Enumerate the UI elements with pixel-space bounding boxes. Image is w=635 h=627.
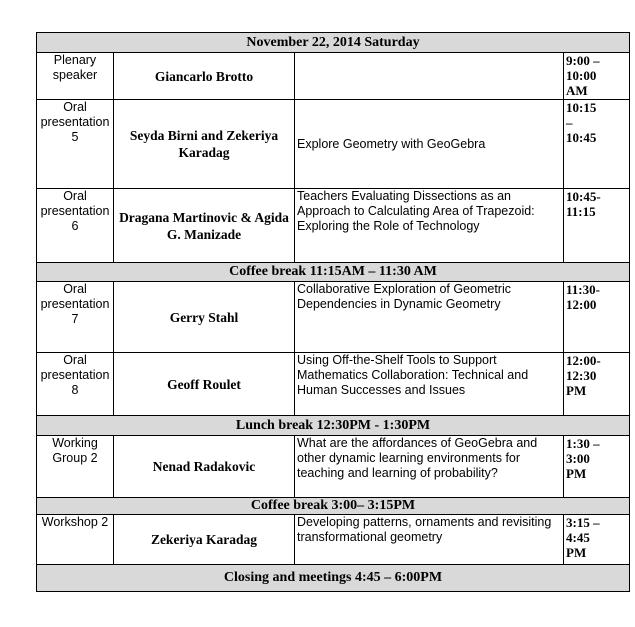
session-title: Using Off-the-Shelf Tools to Support Mathematics Collaboration: Technical and Human Successes and Issues (295, 353, 564, 416)
schedule-row (37, 100, 630, 189)
session-title: Teachers Evaluating Dissections as an Approach to Calculating Area of Trapezoid: Exploring the Role of Technology (295, 189, 564, 263)
speaker-name: Nenad Radakovic (114, 436, 295, 498)
session-type: Workshop 2 (37, 515, 114, 565)
break-row (37, 263, 630, 282)
break-row (37, 416, 630, 436)
coffee-break-label: Coffee break 3:00– 3:15PM (37, 498, 630, 515)
speaker-name: Zekeriya Karadag (114, 515, 295, 565)
date-header: November 22, 2014 Saturday (37, 33, 630, 53)
schedule-row (37, 353, 630, 416)
date-header-row (37, 33, 630, 53)
break-row (37, 498, 630, 515)
session-time: 1:30 – 3:00 PM (564, 436, 630, 498)
speaker-name: Gerry Stahl (114, 282, 295, 353)
session-time: 10:15 – 10:45 (564, 100, 630, 189)
session-type: Oral presentation 8 (37, 353, 114, 416)
schedule-row (37, 436, 630, 498)
session-time: 3:15 – 4:45 PM (564, 515, 630, 565)
session-type: Working Group 2 (37, 436, 114, 498)
schedule-row (37, 282, 630, 353)
session-type: Oral presentation 6 (37, 189, 114, 263)
schedule-table (36, 32, 630, 592)
session-title: Explore Geometry with GeoGebra (295, 100, 564, 189)
closing-row (37, 565, 630, 592)
coffee-break-label: Coffee break 11:15AM – 11:30 AM (37, 263, 630, 282)
session-time: 12:00- 12:30 PM (564, 353, 630, 416)
closing-label: Closing and meetings 4:45 – 6:00PM (37, 565, 630, 592)
session-time: 11:30- 12:00 (564, 282, 630, 353)
session-title (295, 53, 564, 100)
speaker-name: Giancarlo Brotto (114, 53, 295, 100)
session-time: 10:45- 11:15 (564, 189, 630, 263)
speaker-name: Dragana Martinovic & Agida G. Manizade (114, 189, 295, 263)
speaker-name: Geoff Roulet (114, 353, 295, 416)
schedule-row (37, 515, 630, 565)
session-title: Collaborative Exploration of Geometric Dependencies in Dynamic Geometry (295, 282, 564, 353)
lunch-break-label: Lunch break 12:30PM - 1:30PM (37, 416, 630, 436)
speaker-name: Seyda Birni and Zekeriya Karadag (114, 100, 295, 189)
session-title: What are the affordances of GeoGebra and other dynamic learning environments for teaching and learning of probability? (295, 436, 564, 498)
schedule-row (37, 189, 630, 263)
session-time: 9:00 – 10:00 AM (564, 53, 630, 100)
session-type: Oral presentation 5 (37, 100, 114, 189)
session-type: Plenary speaker (37, 53, 114, 100)
session-title: Developing patterns, ornaments and revisiting transformational geometry (295, 515, 564, 565)
schedule-row (37, 53, 630, 100)
session-type: Oral presentation 7 (37, 282, 114, 353)
